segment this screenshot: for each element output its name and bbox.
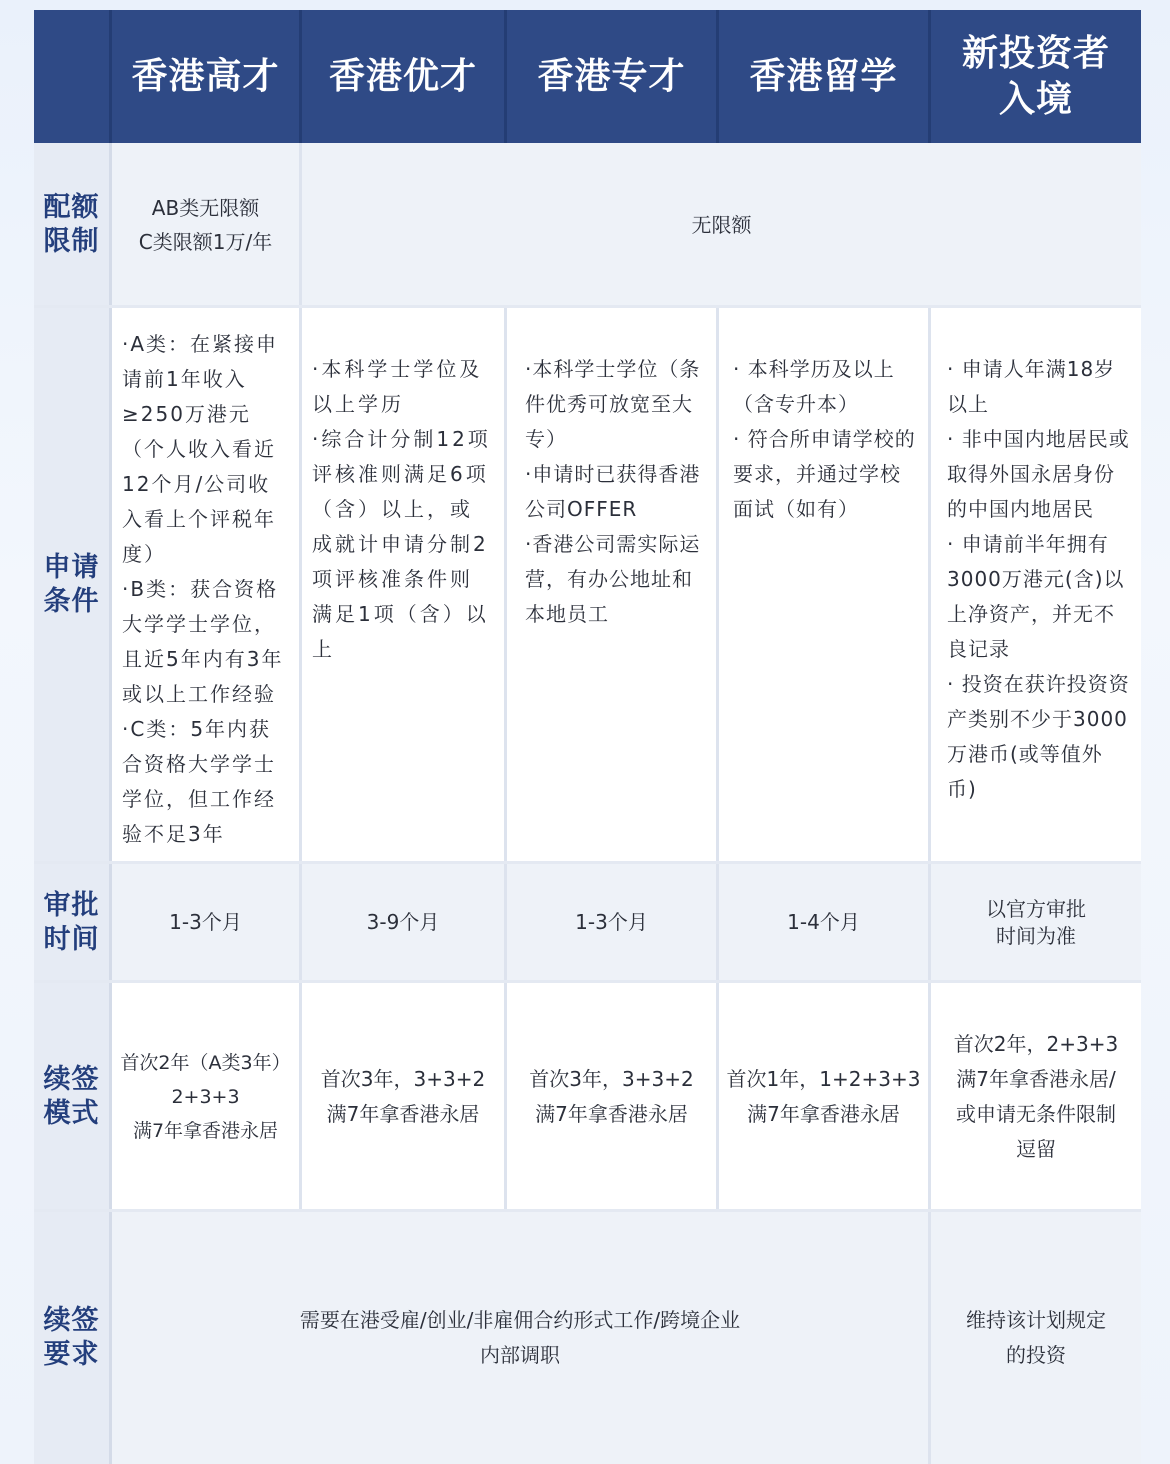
row-divider <box>34 1209 1141 1212</box>
conditions-study: · 本科学历及以上（含专升本） · 符合所申请学校的要求，并通过学校面试（如有） <box>719 307 931 863</box>
row-divider <box>34 861 1141 864</box>
header-hk-talent: 香港高才 <box>112 10 302 143</box>
conditions-professional: ·本科学士学位（条件优秀可放宽至大专） ·申请时已获得香港公司OFFER ·香港公司需实际运营，有办公地址和本地员工 <box>507 307 719 863</box>
row-divider <box>34 980 1141 983</box>
renewal-req-merged: 需要在港受雇/创业/非雇佣合约形式工作/跨境企业 内部调职 <box>112 1211 931 1464</box>
row-label-conditions: 申请 条件 <box>34 307 112 863</box>
approval-study: 1-4个月 <box>719 863 931 982</box>
row-label-renewal-mode: 续签 模式 <box>34 982 112 1211</box>
approval-investor: 以官方审批 时间为准 <box>931 863 1141 982</box>
renewal-mode-quality: 首次3年，3+3+2 满7年拿香港永居 <box>302 982 507 1211</box>
row-divider <box>34 305 1141 308</box>
row-label-renewal-req: 续签 要求 <box>34 1211 112 1464</box>
conditions-talent: ·A类：在紧接申请前1年收入≥250万港元（个人收入看近12个月/公司收入看上个评税年度） ·B类：获合资格大学学士学位，且近5年内有3年或以上工作经验 ·C类：5年内获合资格大学学士学位，但工作经验不足3年 <box>112 307 302 863</box>
header-new-investor: 新投资者 入境 <box>931 10 1141 143</box>
approval-talent: 1-3个月 <box>112 863 302 982</box>
header-hk-study: 香港留学 <box>719 10 931 143</box>
header-hk-professional: 香港专才 <box>507 10 719 143</box>
renewal-mode-professional: 首次3年，3+3+2 满7年拿香港永居 <box>507 982 719 1211</box>
conditions-quality: ·本科学士学位及以上学历 ·综合计分制12项评核准则满足6项（含）以上，或成就计申请分制2项评核准条件则满足1项（含）以上 <box>302 307 507 863</box>
header-corner <box>34 10 112 143</box>
quota-merged: 无限额 <box>302 143 1141 307</box>
renewal-mode-investor: 首次2年，2+3+3 满7年拿香港永居/ 或申请无条件限制 逗留 <box>931 982 1141 1211</box>
approval-professional: 1-3个月 <box>507 863 719 982</box>
row-label-quota: 配额 限制 <box>34 143 112 307</box>
renewal-mode-study: 首次1年，1+2+3+3 满7年拿香港永居 <box>719 982 931 1211</box>
approval-quality: 3-9个月 <box>302 863 507 982</box>
conditions-investor: · 申请人年满18岁以上 · 非中国内地居民或取得外国永居身份的中国内地居民 · 申请前半年拥有3000万港元(含)以上净资产，并无不良记录 · 投资在获许投资资产类别不少于3000万港币(或等值外币) <box>931 307 1141 863</box>
renewal-req-investor: 维持该计划规定 的投资 <box>931 1211 1141 1464</box>
renewal-mode-talent: 首次2年（A类3年） 2+3+3 满7年拿香港永居 <box>112 982 302 1211</box>
row-label-approval: 审批 时间 <box>34 863 112 982</box>
header-hk-quality: 香港优才 <box>302 10 507 143</box>
quota-talent: AB类无限额 C类限额1万/年 <box>112 143 302 307</box>
